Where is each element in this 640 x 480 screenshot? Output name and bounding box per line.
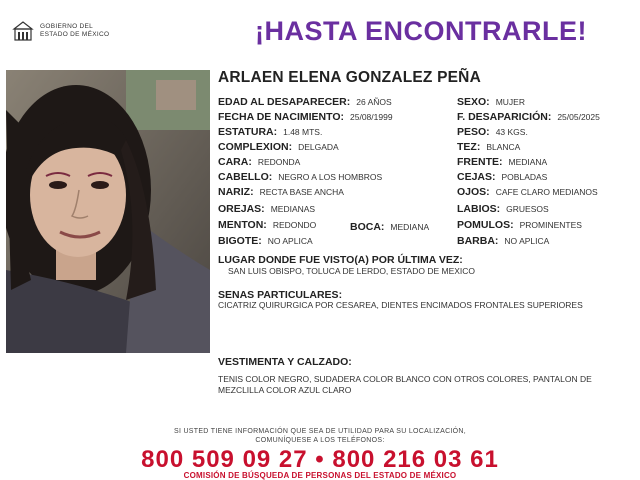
field-nariz: NARIZ: RECTA BASE ANCHA	[218, 186, 344, 198]
person-name: ARLAEN ELENA GONZALEZ PEÑA	[218, 69, 481, 86]
clothing-value: TENIS COLOR NEGRO, SUDADERA COLOR BLANCO CON OTROS COLORES, PANTALON DE MEZCLILLA COLOR AZUL CLARO	[218, 374, 592, 395]
last-seen-label: LUGAR DONDE FUE VISTO(A) POR ÚLTIMA VEZ:	[218, 254, 463, 266]
missing-person-photo	[6, 70, 210, 353]
field-boca: BOCA: MEDIANA	[350, 221, 430, 233]
field-orejas: OREJAS: MEDIANAS	[218, 203, 316, 215]
commission-name: COMISIÓN DE BÚSQUEDA DE PERSONAS DEL ESTADO DE MÉXICO	[183, 471, 457, 480]
field-frente: FRENTE: MEDIANA	[457, 156, 548, 168]
field-edad: EDAD AL DESAPARECER: 26 AÑOS	[218, 96, 392, 108]
field-fecha-nacimiento: FECHA DE NACIMIENTO: 25/08/1999	[218, 111, 393, 123]
field-estatura: ESTATURA: 1.48 MTS.	[218, 126, 323, 138]
phone-numbers: 800 509 09 27 • 800 216 03 61	[141, 446, 499, 473]
contact-info-line1: SI USTED TIENE INFORMACIÓN QUE SEA DE UTILIDAD PARA SU LOCALIZACIÓN,	[173, 428, 467, 435]
field-bigote: BIGOTE: NO APLICA	[218, 235, 313, 247]
field-barba: BARBA: NO APLICA	[457, 235, 550, 247]
field-pomulos: POMULOS: PROMINENTES	[457, 219, 582, 231]
field-cabello: CABELLO: NEGRO A LOS HOMBROS	[218, 171, 383, 183]
marks-label: SENAS PARTICULARES:	[218, 289, 343, 301]
field-sexo: SEXO: MUJER	[457, 96, 525, 108]
field-menton: MENTON: REDONDO	[218, 219, 317, 231]
clothing-label: VESTIMENTA Y CALZADO:	[218, 356, 352, 368]
field-peso: PESO: 43 KGS.	[457, 126, 528, 138]
field-labios: LABIOS: GRUESOS	[457, 203, 549, 215]
field-complexion: COMPLEXION: DELGADA	[218, 141, 339, 153]
headline: ¡HASTA ENCONTRARLE!	[255, 16, 587, 46]
state-emblem-icon	[12, 20, 34, 42]
contact-info-line2: COMUNÍQUESE A LOS TELÉFONOS:	[255, 437, 385, 444]
last-seen-value: SAN LUIS OBISPO, TOLUCA DE LERDO, ESTADO DE MEXICO	[228, 266, 476, 276]
field-tez: TEZ: BLANCA	[457, 141, 521, 153]
field-ojos: OJOS: CAFE CLARO MEDIANOS	[457, 186, 598, 198]
field-cejas: CEJAS: POBLADAS	[457, 171, 548, 183]
field-cara: CARA: REDONDA	[218, 156, 301, 168]
marks-value: CICATRIZ QUIRURGICA POR CESAREA, DIENTES ENCIMADOS FRONTALES SUPERIORES	[218, 300, 583, 310]
field-fecha-desaparicion: F. DESAPARICIÓN: 25/05/2025	[457, 111, 600, 123]
government-logo	[12, 20, 109, 42]
government-logo-text: GOBIERNO DEL ESTADO DE MÉXICO	[40, 23, 110, 38]
